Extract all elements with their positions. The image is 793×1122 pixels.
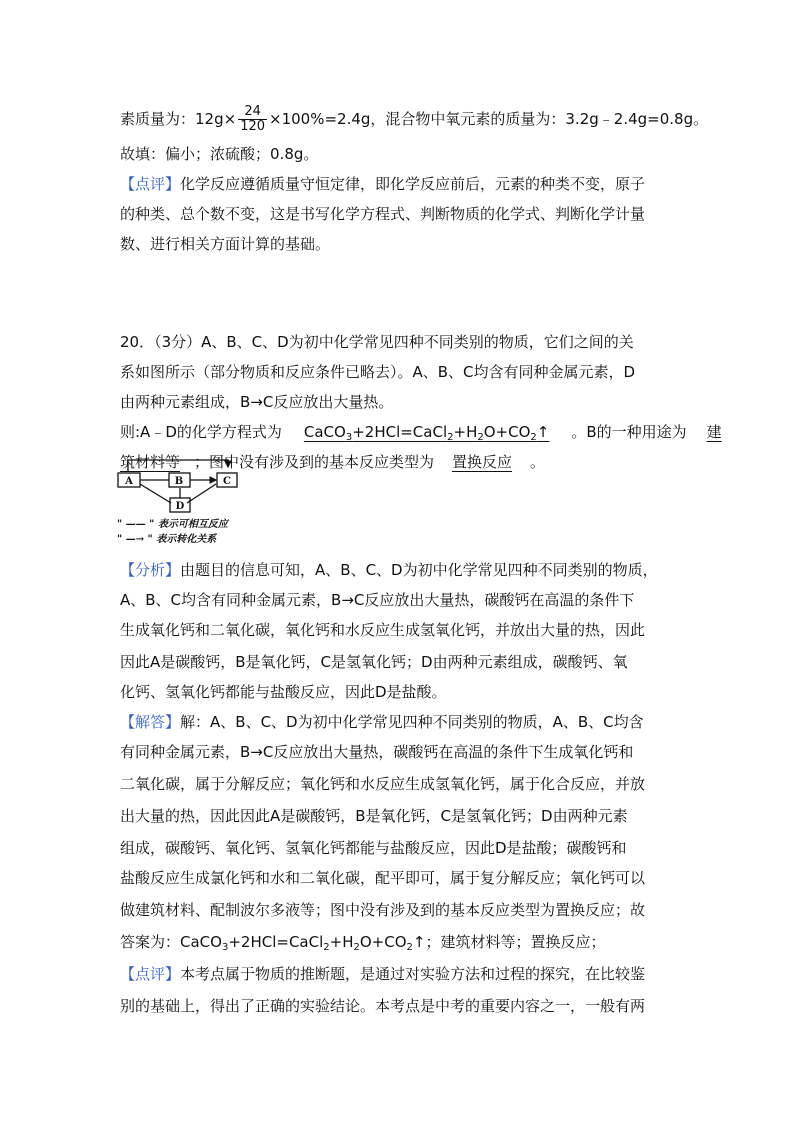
solution-line: 组成，碳酸钙、氧化钙、氢氧化钙都能与盐酸反应，因此D是盐酸；碳酸钙和 <box>120 839 627 857</box>
comment-tag: 【点评】 <box>120 175 181 193</box>
question-line <box>120 417 722 447</box>
equation: $CaCO_3+2HCl=CaCl_2+H_2O+CO_2↑$ <box>180 933 426 953</box>
question-line: 由两种元素组成，B→C反应放出大量热。 <box>120 393 394 411</box>
node-b-label: B <box>174 476 184 487</box>
mass-calc-line <box>120 104 708 134</box>
comment-line: 的种类、总个数不变，这是书写化学方程式、判断物质的化学式、判断化学计量 <box>120 205 646 223</box>
text: 本考点属于物质的推断题，是通过对实验方法和过程的探究，在比较鉴 <box>180 965 646 983</box>
answer-blank-equation: $CaCO_3+2HCl=CaCl_2+H_2O+CO_2↑$ <box>303 423 550 443</box>
comment-line <box>120 959 645 989</box>
fraction <box>238 105 267 134</box>
line-a-d <box>140 484 171 503</box>
solution-line: 出大量的热，因此因此A是碳酸钙，B是氧化钙，C是氢氧化钙；D由两种元素 <box>120 807 628 825</box>
solution-tag: 【解答】 <box>120 713 181 731</box>
answer-line: 故填：偏小；浓硫酸；0.8g。 <box>120 145 319 163</box>
text: ×100%=2.4g，混合物中氧元素的质量为：3.2g﹣2.4g=0.8g。 <box>269 110 709 128</box>
fraction-numerator: 24 <box>238 105 267 120</box>
arrow-a-to-c <box>128 460 228 472</box>
comment-line: 数、进行相关方面计算的基础。 <box>120 235 331 253</box>
text: 素质量为：12g× <box>120 110 237 128</box>
answer-blank-use: 建 <box>706 423 722 441</box>
node-a-label: A <box>125 476 133 487</box>
analysis-line: 因此A是碳酸钙，B是氧化钙，C是氢氧化钙；D由两种元素组成，碳酸钙、氧 <box>120 653 628 671</box>
text: 由题目的信息可知，A、B、C、D为初中化学常见四种不同类别的物质， <box>180 561 658 579</box>
solution-line: 有同种金属元素，B→C反应放出大量热，碳酸钙在高温的条件下生成氧化钙和 <box>120 743 634 761</box>
text: 。B的一种用途为 <box>571 423 687 441</box>
node-c-label: C <box>223 476 231 487</box>
text: 解：A、B、C、D为初中化学常见四种不同类别的物质，A、B、C均含 <box>180 713 644 731</box>
comment-tag: 【点评】 <box>120 965 181 983</box>
analysis-line: 化钙、氢氧化钙都能与盐酸反应，因此D是盐酸。 <box>120 683 447 701</box>
analysis-tag: 【分析】 <box>120 561 181 579</box>
line-c-d <box>187 484 216 503</box>
solution-line: 二氧化碳，属于分解反应；氧化钙和水反应生成氢氧化钙，属于化合反应，并放 <box>120 775 646 793</box>
solution-line <box>120 927 606 957</box>
solution-line <box>120 707 644 737</box>
question-line: 20．（3分）A、B、C、D为初中化学常见四种不同类别的物质，它们之间的关 <box>120 333 634 351</box>
solution-line: 做建筑材料、配制波尔多液等；图中没有涉及到的基本反应类型为置换反应；故 <box>120 901 646 919</box>
question-line: 系如图所示（部分物质和反应条件已略去）。A、B、C均含有同种金属元素，D <box>120 363 636 381</box>
solution-line: 盐酸反应生成氯化钙和水和二氧化碳，配平即可，属于复分解反应；氧化钙可以 <box>120 869 646 887</box>
fraction-denominator: 120 <box>240 119 266 134</box>
analysis-line: A、B、C均含有同种金属元素，B→C反应放出大量热，碳酸钙在高温的条件下 <box>120 591 635 609</box>
analysis-line: 生成氧化钙和二氧化碳，氧化钙和水反应生成氢氧化钙，并放出大量的热，因此 <box>120 621 646 639</box>
text: 化学反应遵循质量守恒定律，即化学反应前后，元素的种类不变，原子 <box>180 175 646 193</box>
relationship-diagram <box>117 455 267 550</box>
legend-conversion: " —→ " 表示转化关系 <box>117 534 217 545</box>
text: 。 <box>530 453 546 471</box>
node-d-label: D <box>175 501 185 512</box>
text: ；图中没有涉及到的基本反应类型为 <box>194 453 435 471</box>
text: ；建筑材料等；置换反应； <box>425 933 606 951</box>
answer-blank-reaction-type: 置换反应 <box>452 453 513 471</box>
text: 答案为： <box>120 933 181 951</box>
answer-blank-use: 筑材料等 <box>120 453 181 471</box>
legend-reaction: " —— " 表示可相互反应 <box>117 519 228 530</box>
comment-line: 别的基础上，得出了正确的实验结论。本考点是中考的重要内容之一，一般有两 <box>120 997 646 1015</box>
text: 则:A﹣D的化学方程式为 <box>120 423 282 441</box>
analysis-line <box>120 555 658 585</box>
comment-line <box>120 169 645 199</box>
